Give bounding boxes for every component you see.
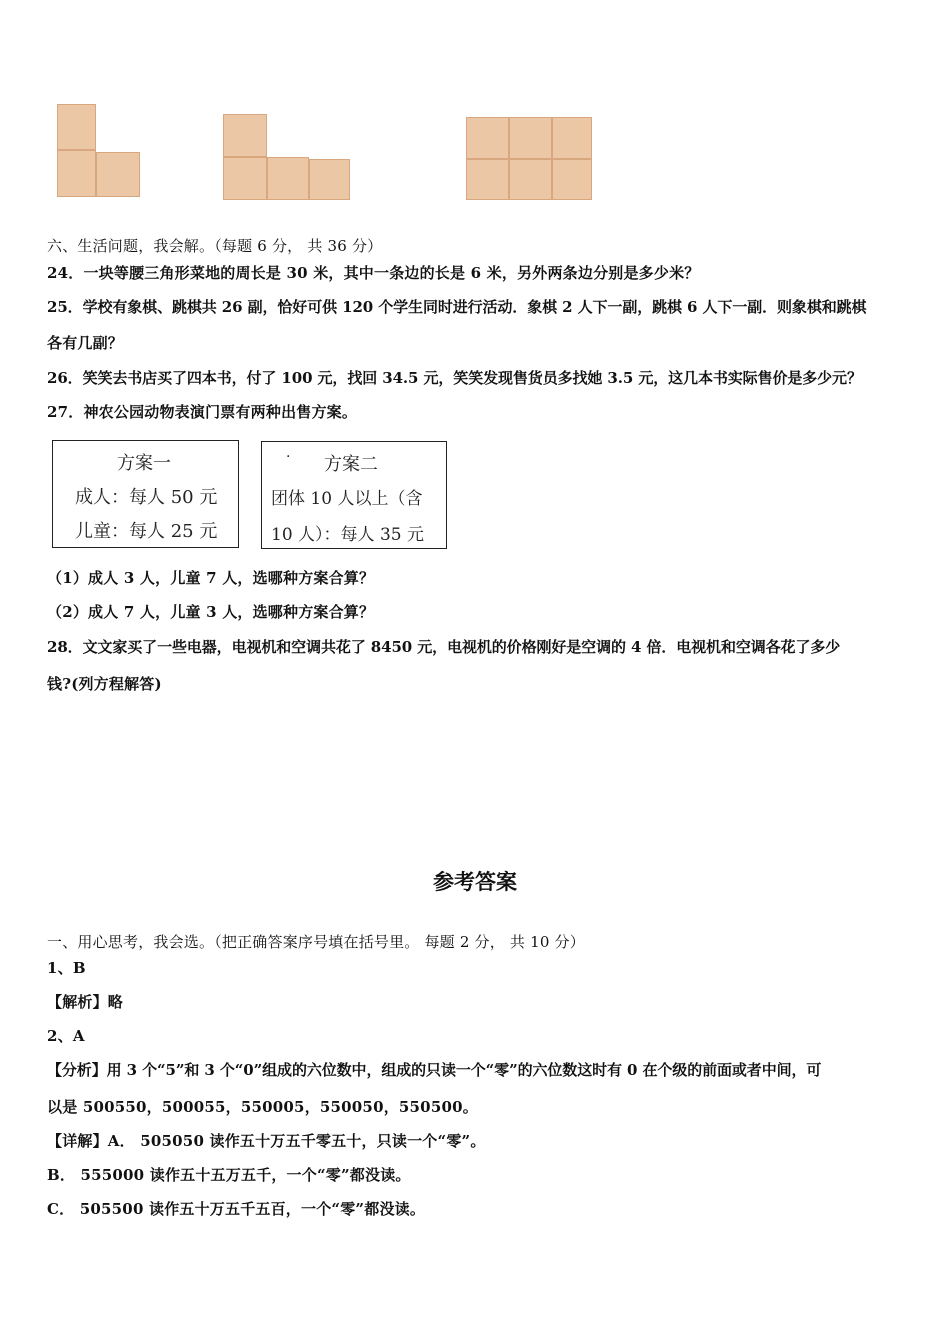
answers-section-1-heading: 一、用心思考，我会选。（把正确答案序号填在括号里。 每题 2 分， 共 10 分） [47, 933, 585, 951]
plan-one-adult: 成人：每人 50 元 [75, 487, 218, 508]
block-square [57, 150, 96, 197]
block-square [466, 159, 509, 200]
question-25-line2: 各有几副？ [47, 334, 124, 352]
answer-1-analysis: 【解析】略 [47, 993, 124, 1011]
question-25-line1: 25．学校有象棋、跳棋共 26 副，恰好可供 120 个学生同时进行活动．象棋 2 人下一副，跳棋 6 人下一副．则象棋和跳棋 [47, 298, 867, 316]
answer-2: 2、A [47, 1027, 85, 1045]
block-figure-3 [466, 117, 593, 200]
block-square [509, 117, 552, 159]
block-square [509, 159, 552, 200]
block-square [223, 114, 267, 157]
block-square [267, 157, 309, 200]
block-square [223, 157, 267, 200]
answer-1: 1、B [47, 959, 86, 977]
question-24: 24．一块等腰三角形菜地的周长是 30 米，其中一条边的长是 6 米，另外两条边分别是多少米？ [47, 264, 700, 282]
block-square [552, 117, 592, 159]
answer-2-detail-b: B． 555000 读作五十五万五千，一个“零”都没读。 [47, 1166, 411, 1184]
block-figure-2 [223, 114, 351, 200]
answer-2-detail-c: C． 505500 读作五十万五千五百，一个“零”都没读。 [47, 1200, 426, 1218]
block-square [57, 104, 96, 150]
plan-two-price: 10 人）：每人 35 元 [271, 525, 424, 545]
plan-two-box [261, 441, 447, 549]
block-square [466, 117, 509, 159]
question-26: 26．笑笑去书店买了四本书，付了 100 元，找回 34.5 元，笑笑发现售货员多找她 3.5 元，这几本书实际售价是多少元？ [47, 369, 862, 387]
question-28-line2: 钱?(列方程解答) [47, 675, 162, 693]
block-square [309, 159, 350, 200]
section-6-heading: 六、生活问题，我会解。（每题 6 分， 共 36 分） [47, 237, 383, 255]
plan-one-box [52, 440, 239, 548]
answer-2-analysis-line1: 【分析】用 3 个“5”和 3 个“0”组成的六位数中，组成的只读一个“零”的六位数这时有 0 在个级的前面或者中间，可 [47, 1061, 822, 1079]
question-27-part2: （2）成人 7 人，儿童 3 人，选哪种方案合算？ [47, 603, 375, 621]
plan-one-child: 儿童：每人 25 元 [75, 521, 218, 542]
question-27: 27．神农公园动物表演门票有两种出售方案。 [47, 403, 358, 421]
plan-two-title: 方案二 [324, 454, 378, 475]
question-27-part1: （1）成人 3 人，儿童 7 人，选哪种方案合算？ [47, 569, 375, 587]
plan-one-title: 方案一 [117, 453, 171, 474]
answer-2-detail-a: 【详解】A． 505050 读作五十万五千零五十，只读一个“零”。 [47, 1132, 486, 1150]
answers-title: 参考答案 [433, 870, 517, 894]
plan-two-group: 团体 10 人以上（含 [271, 489, 423, 509]
block-figure-1 [57, 104, 141, 198]
question-28-line1: 28．文文家买了一些电器，电视机和空调共花了 8450 元，电视机的价格刚好是空调的 4 倍．电视机和空调各花了多少 [47, 638, 841, 656]
block-square [96, 152, 140, 197]
block-square [552, 159, 592, 200]
plan-two-dot: · [286, 449, 291, 465]
answer-2-analysis-line2: 以是 500550，500055，550005，550050，550500。 [47, 1098, 478, 1116]
